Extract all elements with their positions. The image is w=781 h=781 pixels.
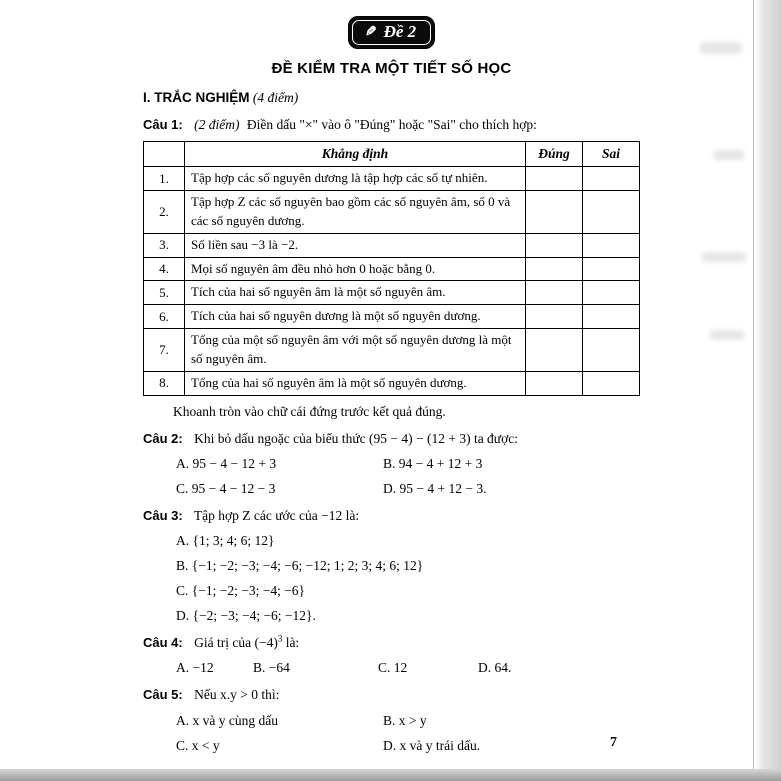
row-number: 8. <box>144 371 185 395</box>
answer-option: C. 12 <box>378 660 408 676</box>
row-number: 4. <box>144 257 185 281</box>
sai-answer-cell <box>583 191 640 234</box>
page-number: 7 <box>610 735 617 750</box>
question-1-points: (2 điểm) <box>194 117 240 132</box>
sai-answer-cell <box>583 233 640 257</box>
answer-option: B. x > y <box>383 712 427 728</box>
header-true: Đúng <box>526 142 583 167</box>
answer-option: B. {−1; −2; −3; −4; −6; −12; 1; 2; 3; 4; 6; 12} <box>176 558 424 574</box>
dung-answer-cell <box>526 371 583 395</box>
exponent: 3 <box>277 633 283 644</box>
dung-answer-cell <box>526 167 583 191</box>
question-3-text: Tập hợp Z các ước của −12 là: <box>193 507 360 523</box>
question-4-head <box>143 634 640 652</box>
circle-answer-instruction: Khoanh tròn vào chữ cái đứng trước kết quả đúng. <box>173 403 446 419</box>
row-number: 7. <box>144 329 185 372</box>
table-row <box>144 257 640 281</box>
question-3-label: Câu 3: <box>143 507 183 523</box>
row-number: 5. <box>144 281 185 305</box>
answer-option: C. x < y <box>176 737 220 753</box>
answer-option: C. 95 − 4 − 12 − 3 <box>176 480 276 496</box>
question-2-label: Câu 2: <box>143 430 183 446</box>
row-statement: Mọi số nguyên âm đều nhỏ hơn 0 hoặc bằng 0. <box>185 257 526 281</box>
row-number: 6. <box>144 305 185 329</box>
dung-answer-cell <box>526 191 583 234</box>
sai-answer-cell <box>583 329 640 372</box>
scan-artifact <box>700 42 742 54</box>
question-2-head <box>143 430 640 448</box>
row-number: 3. <box>144 233 185 257</box>
table-row <box>144 233 640 257</box>
header-number-column <box>144 142 185 167</box>
section-points: (4 điểm) <box>252 90 299 105</box>
dung-answer-cell <box>526 281 583 305</box>
dung-answer-cell <box>526 257 583 281</box>
sai-answer-cell <box>583 371 640 395</box>
sai-answer-cell <box>583 305 640 329</box>
scan-page-edge-right <box>753 0 781 781</box>
true-false-table <box>143 141 640 395</box>
row-statement: Số liền sau −3 là −2. <box>185 233 526 257</box>
page-title: ĐỀ KIỂM TRA MỘT TIẾT SỐ HỌC <box>271 60 512 77</box>
question-5-head <box>143 686 640 704</box>
row-statement: Tích của hai số nguyên âm là một số nguyên âm. <box>185 281 526 305</box>
scan-page-edge-bottom <box>0 769 781 781</box>
table-row <box>144 167 640 191</box>
question-2-text: Khi bỏ dấu ngoặc của biểu thức (95 − 4) − (12 + 3) ta được: <box>194 430 519 446</box>
answer-option: B. −64 <box>253 660 290 676</box>
table-header-row <box>144 142 640 167</box>
answer-option: D. 95 − 4 + 12 − 3. <box>383 480 487 496</box>
row-number: 2. <box>144 191 185 234</box>
table-row <box>144 371 640 395</box>
answer-option: D. 64. <box>478 660 512 676</box>
row-statement: Tích của hai số nguyên dương là một số nguyên dương. <box>185 305 526 329</box>
row-statement: Tổng của một số nguyên âm với một số nguyên dương là một số nguyên âm. <box>185 329 526 372</box>
table-row <box>144 281 640 305</box>
row-statement: Tập hợp các số nguyên dương là tập hợp các số tự nhiên. <box>185 167 526 191</box>
question-4-options <box>143 660 640 676</box>
document-page <box>143 16 640 754</box>
section-heading <box>143 90 640 106</box>
table-row <box>144 191 640 234</box>
header-statement: Khẳng định <box>185 142 526 167</box>
question-1-label: Câu 1: <box>143 117 183 132</box>
row-statement: Tổng của hai số nguyên âm là một số nguyên dương. <box>185 371 526 395</box>
dung-answer-cell <box>526 329 583 372</box>
sai-answer-cell <box>583 167 640 191</box>
question-5-text: Nếu x.y > 0 thì: <box>194 687 280 703</box>
table-row <box>144 305 640 329</box>
row-statement: Tập hợp Z các số nguyên bao gồm các số nguyên âm, số 0 và các số nguyên dương. <box>185 191 526 234</box>
pencil-icon: ✎ <box>364 24 377 40</box>
answer-option: A. {1; 3; 4; 6; 12} <box>176 533 275 549</box>
table-row <box>144 329 640 372</box>
answer-option: C. {−1; −2; −3; −4; −6} <box>176 583 306 599</box>
sai-answer-cell <box>583 257 640 281</box>
scan-artifact <box>702 252 746 262</box>
answer-option: A. x và y cùng dấu <box>176 712 278 728</box>
answer-option: B. 94 − 4 + 12 + 3 <box>383 455 483 471</box>
sai-answer-cell <box>583 281 640 305</box>
row-number: 1. <box>144 167 185 191</box>
question-4-text: Giá trị của $(-4)^3$ là: <box>194 633 300 651</box>
answer-option: D. x và y trái dấu. <box>383 737 481 753</box>
dung-answer-cell <box>526 305 583 329</box>
question-5-label: Câu 5: <box>143 687 183 703</box>
question-1-text: Điền dấu "×" vào ô "Đúng" hoặc "Sai" cho thích hợp: <box>246 117 537 132</box>
scan-artifact <box>710 330 744 340</box>
question-4-label: Câu 4: <box>143 635 183 651</box>
answer-option: D. {−2; −3; −4; −6; −12}. <box>176 608 316 624</box>
lesson-badge <box>348 16 435 49</box>
section-label: I. TRẮC NGHIỆM <box>143 90 250 105</box>
answer-option: A. 95 − 4 − 12 + 3 <box>176 455 277 471</box>
scan-artifact <box>714 150 744 160</box>
header-false: Sai <box>583 142 640 167</box>
question-5-options <box>143 713 640 754</box>
question-3-options <box>143 533 640 624</box>
question-2-options <box>143 456 640 497</box>
question-1-head <box>143 116 640 134</box>
answer-option: A. −12 <box>176 660 214 676</box>
question-3-head <box>143 507 640 525</box>
dung-answer-cell <box>526 233 583 257</box>
lesson-badge-label: Đề 2 <box>383 22 417 41</box>
